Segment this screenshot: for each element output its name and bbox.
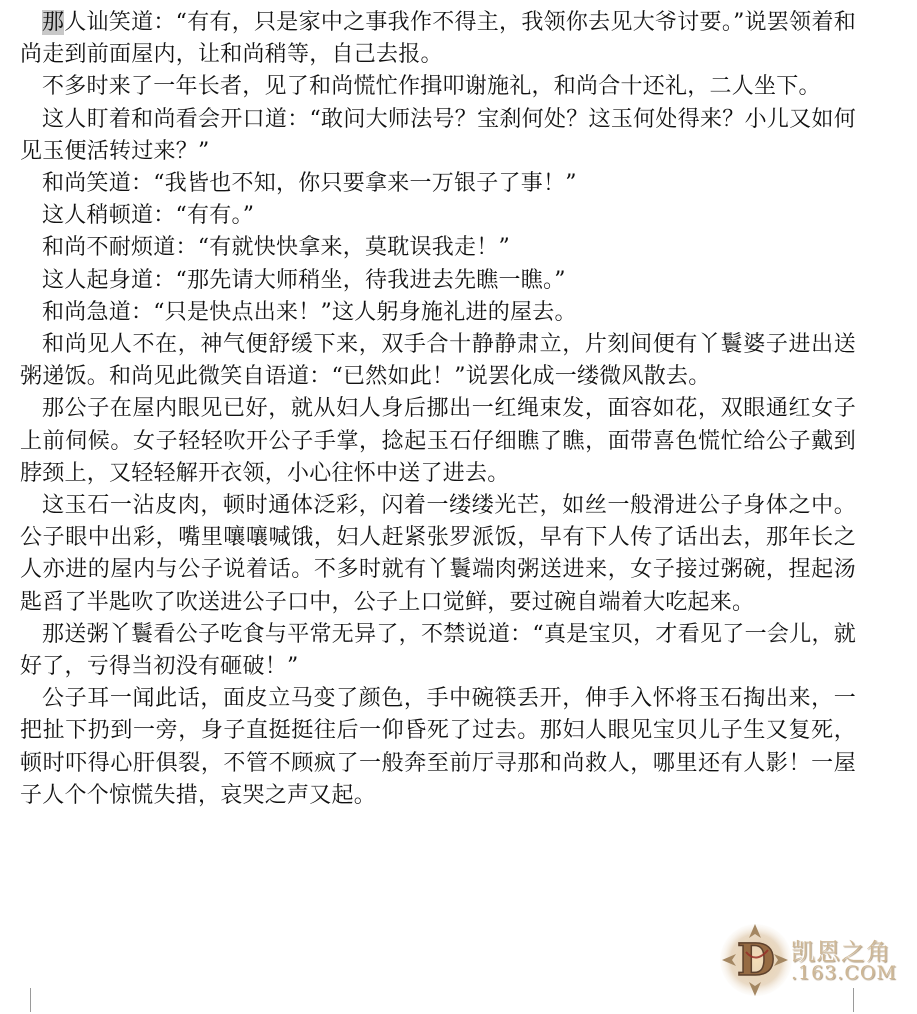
selected-text[interactable]: 那 [42,10,65,35]
paragraph-11[interactable]: 这玉石一沾皮肉，顿时通体泛彩，闪着一缕缕光芒，如丝一般滑进公子身体之中。公子眼中出彩，嘴里嚷嚷喊饿，妇人赶紧张罗派饭，早有下人传了话出去，那年长之人亦进的屋内与公子说着话。不多时就有丫鬟端肉粥送进来，女子接过粥碗，捏起汤匙舀了半匙吹了吹送进公子口中，公子上口觉鲜，要过碗自端着大吃起来。 [20,493,856,615]
paragraph-2[interactable]: 不多时来了一年长者，见了和尚慌忙作揖叩谢施礼，和尚合十还礼，二人坐下。 [42,74,821,100]
paragraph-text: 人讪笑道：“有有，只是家中之事我作不得主，我领你去见大爷讨要。”说罢领着和尚走到前面屋内，让和尚稍等，自己去报。 [20,10,856,68]
document-body[interactable] [20,7,856,812]
cut-off-previous-line [40,0,370,2]
watermark-site-name: 凯恩之角 [791,938,891,966]
paragraph-3[interactable]: 这人盯着和尚看会开口道：“敢问大师法号？宝刹何处？这玉何处得来？小儿又如何见玉便活转过来？” [20,106,856,164]
paragraph-13[interactable]: 公子耳一闻此话，面皮立马变了颜色，手中碗筷丢开，伸手入怀将玉石掏出来，一把扯下扔到一旁，身子直挺挺往后一仰昏死了过去。那妇人眼见宝贝儿子生又复死，顿时吓得心肝俱裂，不管不顾疯了一般奔至前厅寻那和尚救人，哪里还有人影！一屋子人个个惊慌失措，哀哭之声又起。 [20,686,856,808]
diablo-d-logo-icon [718,920,798,1000]
paragraph-4[interactable]: 和尚笑道：“我皆也不知，你只要拿来一万银子了事！” [42,171,577,197]
site-watermark [718,920,908,1000]
watermark-domain: .163.COM [791,962,897,984]
page-corner-mark-left [18,988,31,1012]
paragraph-10[interactable]: 那公子在屋内眼见已好，就从妇人身后挪出一红绳束发，面容如花，双眼通红女子上前伺候。女子轻轻吹开公子手掌，捻起玉石仔细瞧了瞧，面带喜色慌忙给公子戴到脖颈上，又轻轻解开衣领，小心往怀中送了进去。 [20,396,856,486]
logo-letter: D [736,935,776,986]
paragraph-6[interactable]: 和尚不耐烦道：“有就快快拿来，莫耽误我走！” [42,235,510,261]
paragraph-12[interactable]: 那送粥丫鬟看公子吃食与平常无异了，不禁说道：“真是宝贝，才看见了一会儿，就好了，亏得当初没有砸破！” [20,621,856,680]
paragraph-9[interactable]: 和尚见人不在，神气便舒缓下来，双手合十静静肃立，片刻间便有丫鬟婆子进出送粥递饭。和尚见此微笑自语道：“已然如此！”说罢化成一缕微风散去。 [20,332,856,390]
paragraph-7[interactable]: 这人起身道：“那先请大师稍坐，待我进去先瞧一瞧。” [42,267,566,293]
paragraph-5[interactable]: 这人稍顿道：“有有。” [42,203,255,229]
paragraph-8[interactable]: 和尚急道：“只是快点出来！”这人躬身施礼进的屋去。 [42,299,577,325]
paragraph-1[interactable] [20,7,856,71]
